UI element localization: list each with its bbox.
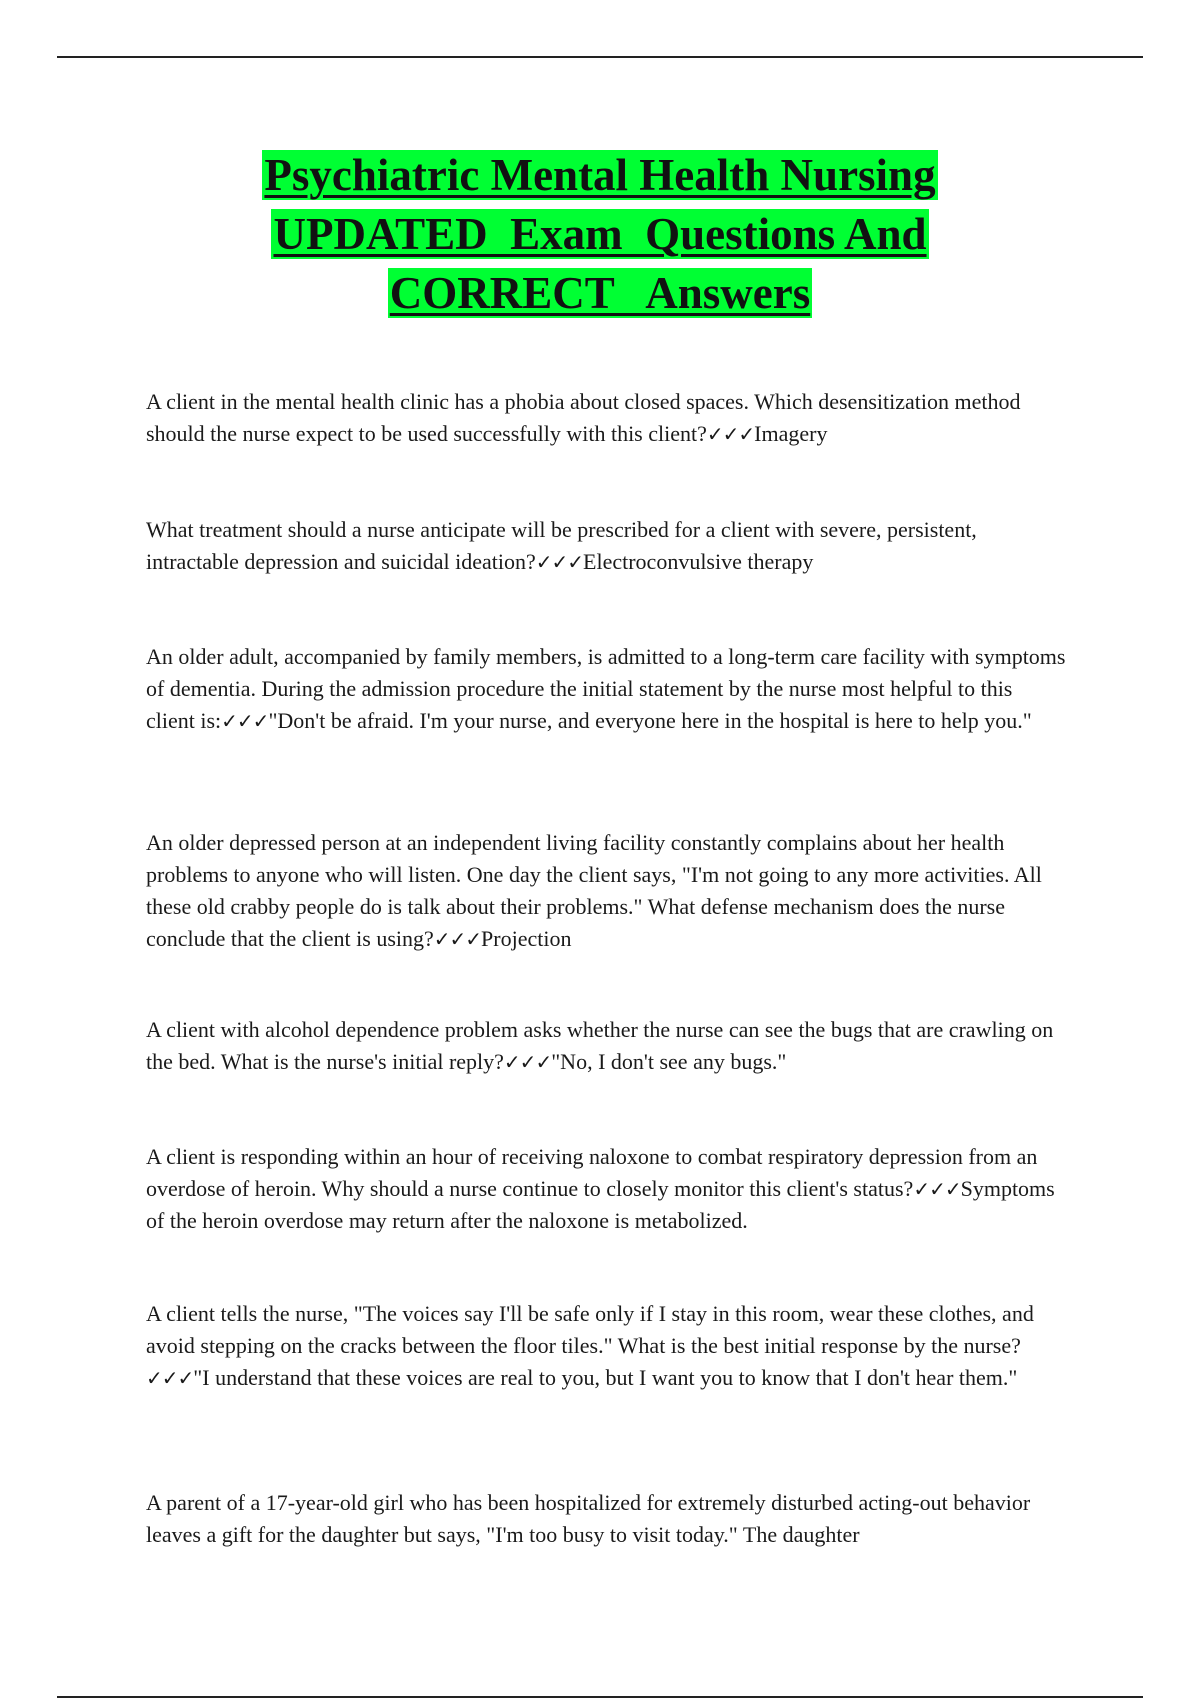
answer-text: Symptoms of the heroin overdose may return after the naloxone is metabolized.	[146, 1176, 1055, 1233]
answer-text: "Don't be afraid. I'm your nurse, and everyone here in the hospital is here to help you."	[268, 708, 1032, 733]
qa-item-5	[146, 1014, 1066, 1078]
question-text: A client is responding within an hour of receiving naloxone to combat respiratory depression from an overdose of heroin. Why should a nurse continue to closely monitor this client's status?	[146, 1144, 1038, 1201]
answer-text: Imagery	[754, 421, 828, 446]
question-text: An older adult, accompanied by family members, is admitted to a long-term care facility with symptoms of dementia. During the admission procedure the initial statement by the nurse most helpful to this client is:	[146, 644, 1066, 733]
question-text: What treatment should a nurse anticipate will be prescribed for a client with severe, persistent, intractable depression and suicidal ideation?	[146, 517, 977, 574]
qa-item-7	[146, 1298, 1066, 1394]
qa-item-4	[146, 827, 1066, 955]
answer-text: Electroconvulsive therapy	[583, 549, 814, 574]
question-text: A client tells the nurse, "The voices say I'll be safe only if I stay in this room, wear these clothes, and avoid stepping on the cracks between the floor tiles." What is the best initial response by the nurse?	[146, 1301, 1034, 1358]
qa-item-3	[146, 641, 1066, 737]
qa-item-1	[146, 386, 1066, 450]
answer-text: "I understand that these voices are real to you, but I want you to know that I don't hear them."	[193, 1365, 1018, 1390]
document-title	[0, 146, 1200, 323]
title-line-2: UPDATED Exam Questions And	[273, 209, 927, 259]
checkmark-icon: ✓✓✓	[706, 422, 755, 446]
question-text: A client with alcohol dependence problem asks whether the nurse can see the bugs that are crawling on the bed. What is the nurse's initial reply?	[146, 1017, 1054, 1074]
qa-item-8	[146, 1487, 1066, 1551]
title-line-1: Psychiatric Mental Health Nursing	[264, 150, 936, 200]
bottom-rule	[57, 1696, 1143, 1698]
checkmark-icon: ✓✓✓	[221, 709, 269, 733]
question-text: A client in the mental health clinic has a phobia about closed spaces. Which desensitization method should the nurse expect to be used successfully with this client?	[146, 389, 1021, 446]
title-line-3: CORRECT Answers	[389, 268, 811, 318]
question-text: An older depressed person at an independent living facility constantly complains about her health problems to anyone who will listen. One day the client says, "I'm not going to any more activities. All these old crabby people do is talk about their problems." What defense mechanism does the nurse conclude that the client is using?	[146, 830, 1042, 951]
question-text: A parent of a 17-year-old girl who has been hospitalized for extremely disturbed acting-out behavior leaves a gift for the daughter but says, "I'm too busy to visit today." The daughter	[146, 1490, 1031, 1547]
checkmark-icon: ✓✓✓	[433, 927, 482, 951]
answer-text: "No, I don't see any bugs."	[551, 1049, 787, 1074]
checkmark-icon: ✓✓✓	[535, 550, 584, 574]
top-rule	[57, 56, 1143, 58]
qa-item-6	[146, 1141, 1066, 1237]
qa-item-2	[146, 514, 1066, 578]
answer-text: Projection	[481, 926, 572, 951]
checkmark-icon: ✓✓✓	[503, 1050, 552, 1074]
checkmark-icon: ✓✓✓	[146, 1366, 194, 1390]
checkmark-icon: ✓✓✓	[913, 1177, 961, 1201]
